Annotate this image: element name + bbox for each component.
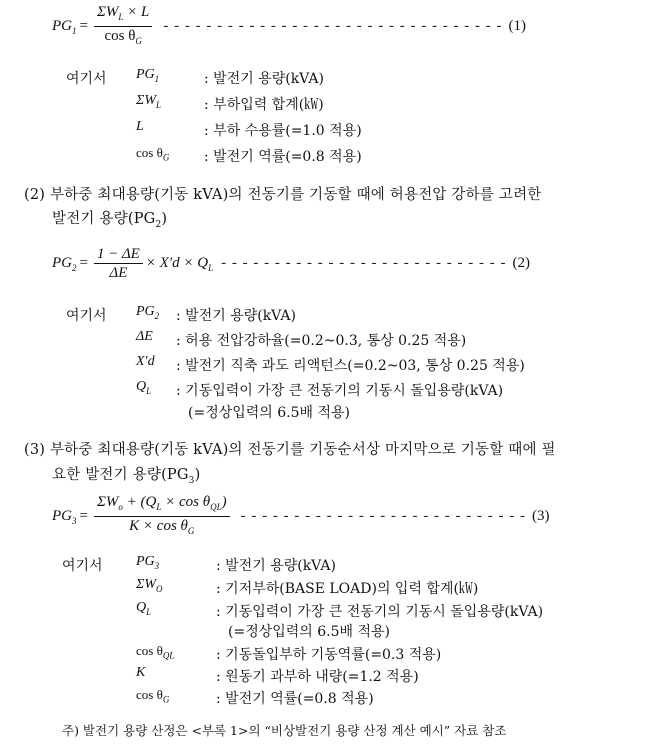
where3-sym-1: $\Sigma W_O$	[136, 577, 163, 594]
para3-line2: 요한 발전기 용량$(PG_3)$	[52, 467, 201, 486]
eq2-tail: × $X'd \times Q_L$	[145, 254, 214, 273]
where3-sym-2: $Q_L$	[136, 600, 152, 617]
eq3-lhs: $PG_3$	[52, 507, 77, 526]
where1-sym-3: $\cos \theta_G$	[136, 145, 170, 163]
where2-sym-0: $PG_2$	[136, 304, 160, 321]
where3-continuation: (=정상입력의 6.5배 적용)	[228, 624, 391, 640]
where1-desc-3: : 발전기 역률(=0.8 적용)	[204, 149, 362, 165]
where2-continuation: (=정상입력의 6.5배 적용)	[188, 405, 351, 421]
where3-desc-1: : 기저부하(BASE LOAD)의 입력 합계(㎾)	[216, 581, 479, 597]
where1-desc-1: : 부하입력 합계(㎾)	[204, 97, 324, 113]
where1-sym-1: $\Sigma W_L$	[136, 93, 161, 110]
footnote: 주) 발전기 용량 산정은 <부록 1>의 “비상발전기 용량 산정 계산 예시” 자료 참조	[62, 723, 507, 738]
where3-desc-6: : 발전기 역률(=0.8 적용)	[216, 691, 374, 707]
where2-sym-2: X′d	[136, 354, 155, 369]
eq3-leader: - - - - - - - - - - - - - - - - - - - - - - - - - - -	[240, 508, 526, 524]
where1-desc-0: : 발전기 용량(kVA)	[204, 71, 324, 87]
where3-label: 여기서	[62, 558, 103, 574]
equation-1: $PG_1$ = $\frac{\Sigma W_L \times L}{\cos \theta_G}$ - - - - - - - - - - - - - - - - - - - - - - - - - - - - - - - - (1)	[52, 4, 526, 49]
eq1-leader: - - - - - - - - - - - - - - - - - - - - - - - - - - - - - - - -	[163, 18, 503, 34]
eq2-fraction: $\frac{1 - \Delta E}{\Delta E}$	[94, 246, 143, 281]
para2-line1: (2) 부하중 최대용량(기동 kVA)의 전동기를 기동할 때에 허용전압 강하를 고려한	[24, 187, 542, 203]
where2-desc-1: : 허용 전압강하율(=0.2~0.3, 통상 0.25 적용)	[176, 333, 467, 349]
para2-line2: 발전기 용량$(PG_2)$	[52, 211, 168, 230]
eq3-number: (3)	[532, 508, 550, 524]
where3-sym-4: $\cos \theta_{QL}$	[136, 643, 175, 661]
equation-2: $PG_2$ = $\frac{1 - \Delta E}{\Delta E}$ × $X'd \times Q_L$ - - - - - - - - - - - - - - - - - - - - - - - - - - - (2)	[52, 246, 530, 281]
where3-sym-6: $\cos \theta_G$	[136, 687, 170, 705]
where1-label: 여기서	[66, 71, 107, 87]
where1-sym-0: $PG_1$	[136, 67, 160, 84]
where3-desc-5: : 원동기 과부하 내량(=1.2 적용)	[216, 669, 419, 685]
where2-desc-3: : 기동입력이 가장 큰 전동기의 기동시 돌입용량(kVA)	[176, 383, 504, 399]
eq2-number: (2)	[512, 255, 530, 271]
where2-desc-2: : 발전기 직축 과도 리액턴스(=0.2~03, 통상 0.25 적용)	[176, 358, 525, 374]
eq2-lhs: $PG_2$	[52, 254, 77, 273]
where2-desc-0: : 발전기 용량(kVA)	[176, 308, 296, 324]
where3-sym-0: $PG_3$	[136, 554, 160, 571]
eq2-leader: - - - - - - - - - - - - - - - - - - - - - - - - - - -	[221, 255, 507, 271]
eq1-fraction: $\frac{\Sigma W_L \times L}{\cos \theta_G}$	[94, 4, 152, 49]
where2-sym-1: ΔE	[136, 329, 153, 344]
where3-desc-0: : 발전기 용량(kVA)	[216, 558, 336, 574]
eq3-fraction: $\frac{\Sigma W_o + (Q_L \times \cos \theta_{QL})}{K \times \cos \theta_G}$	[94, 494, 230, 539]
where1-sym-2: L	[136, 119, 144, 134]
where1-desc-2: : 부하 수용률(=1.0 적용)	[204, 123, 362, 139]
para3-line1: (3) 부하중 최대용량(기동 kVA)의 전동기를 기동순서상 마지막으로 기동할 때에 필	[24, 442, 556, 458]
where3-sym-5: K	[136, 665, 146, 680]
where2-label: 여기서	[66, 308, 107, 324]
equation-3: $PG_3$ = $\frac{\Sigma W_o + (Q_L \times \cos \theta_{QL})}{K \times \cos \theta_G}$ - - - - - - - - - - - - - - - - - - - - - - - - - - - (3)	[52, 494, 550, 539]
where3-desc-4: : 기동돌입부하 기동역률(=0.3 적용)	[216, 647, 442, 663]
eq1-number: (1)	[508, 18, 526, 34]
where3-desc-2: : 기동입력이 가장 큰 전동기의 기동시 돌입용량(kVA)	[216, 604, 544, 620]
where2-sym-3: $Q_L$	[136, 379, 152, 396]
eq1-lhs: $PG_1$	[52, 17, 77, 36]
